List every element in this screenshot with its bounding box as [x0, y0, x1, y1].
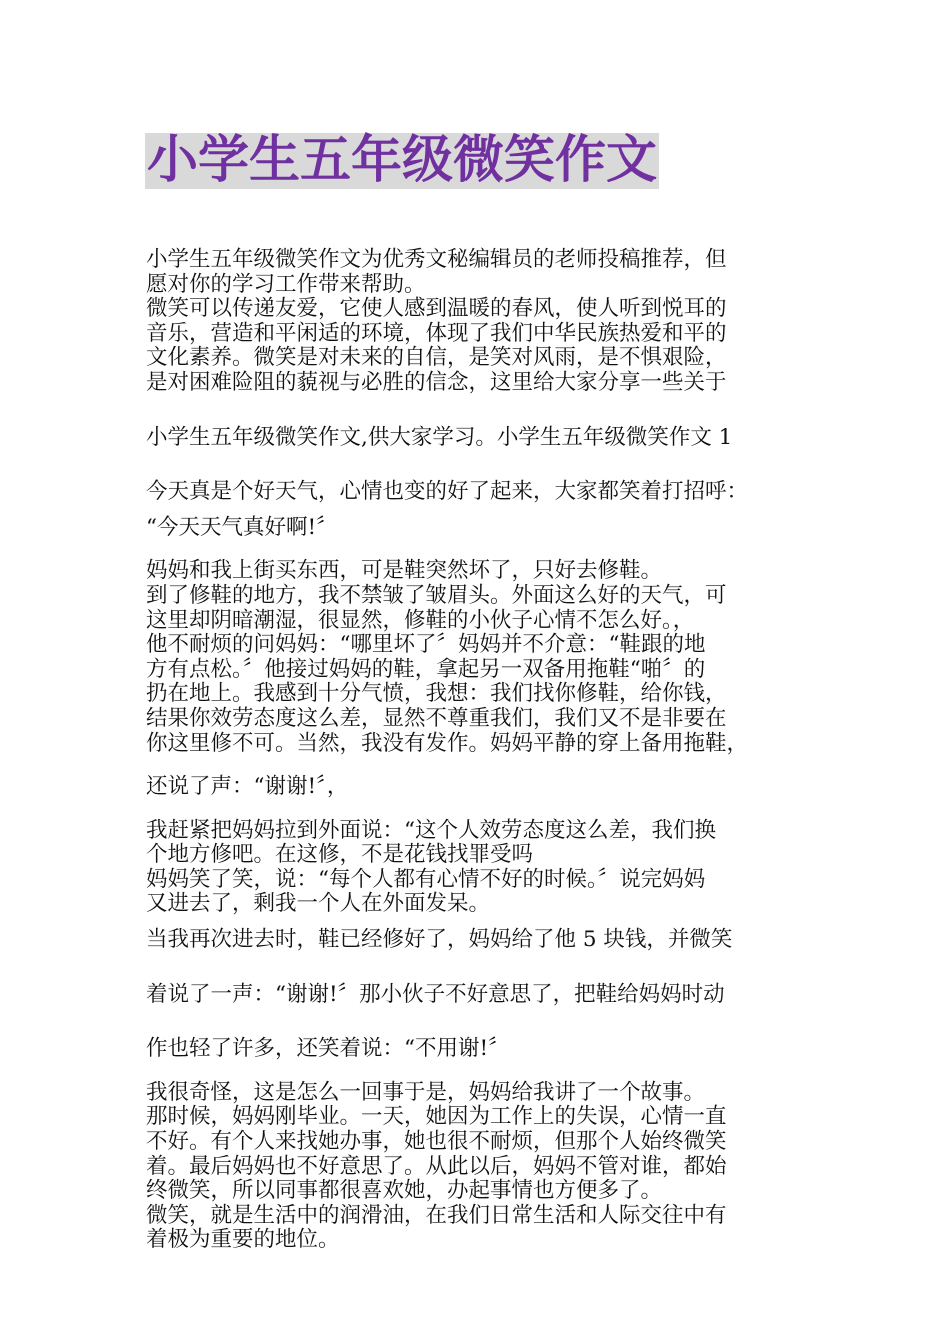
text-line: 我很奇怪，这是怎么一回事于是，妈妈给我讲了一个故事。: [146, 1079, 706, 1105]
text-line: 着。最后妈妈也不好意思了。从此以后，妈妈不管对谁，都始: [146, 1153, 727, 1179]
text-line: 他不耐烦的问妈妈：“哪里坏了〞妈妈并不介意：“鞋跟的地: [146, 632, 706, 658]
text-line: 微笑可以传递友爱，它使人感到温暖的春风，使人听到悦耳的: [146, 296, 727, 322]
text-line: 小学生五年级微笑作文为优秀文秘编辑员的老师投稿推荐，但: [146, 247, 727, 272]
text-line: 着极为重要的地位。: [146, 1227, 340, 1253]
text-line: 文化素养。微笑是对未来的自信，是笑对风雨，是不惧艰险，: [146, 345, 727, 371]
text-line: 今天真是个好天气，心情也变的好了起来，大家都笑着打招呼：: [146, 479, 749, 505]
text-line: 音乐，营造和平闲适的环境，体现了我们中华民族热爱和平的: [146, 320, 727, 346]
text-line: 扔在地上。我感到十分气愤，我想：我们找你修鞋，给你钱，: [146, 681, 727, 707]
text-line: 结果你效劳态度这么差，显然不尊重我们，我们又不是非要在: [146, 705, 727, 731]
text-line: 还说了声：“谢谢!〞，: [146, 774, 349, 800]
text-line: 妈妈笑了笑，说：“每个人都有心情不好的时候。〞说完妈妈: [146, 866, 706, 892]
text-line: 微笑，就是生活中的润滑油，在我们日常生活和人际交往中有: [146, 1202, 727, 1228]
text-line: 方有点松。〞他接过妈妈的鞋，拿起另一双备用拖鞋“啪〞的: [146, 656, 706, 682]
text-line: 这里却阴暗潮湿，很显然，修鞋的小伙子心情不怎么好。，: [146, 607, 695, 633]
text-line: 终微笑，所以同事都很喜欢她，办起事情也方便多了。: [146, 1178, 663, 1204]
text-line: 愿对你的学习工作带来帮助。: [146, 271, 426, 297]
document-title: 小学生五年级微笑作文: [147, 131, 658, 190]
text-line: 又进去了，剩我一个人在外面发呆。: [146, 891, 491, 917]
text-line: 个地方修吧。在这修，不是花钱找罪受吗: [146, 842, 534, 868]
text-line: 那时候，妈妈刚毕业。一天，她因为工作上的失误，心情一直: [146, 1104, 727, 1130]
text-line: 小学生五年级微笑作文,供大家学习。小学生五年级微笑作文 1: [146, 424, 733, 450]
text-line: 作也轻了许多，还笑着说：“不用谢!〞: [146, 1036, 510, 1062]
text-line: 你这里修不可。当然，我没有发作。妈妈平静的穿上备用拖鞋，: [146, 730, 749, 756]
text-line: 着说了一声：“谢谢!〞那小伙子不好意思了，把鞋给妈妈时动: [146, 981, 725, 1007]
text-line: 到了修鞋的地方，我不禁皱了皱眉头。外面这么好的天气，可: [146, 582, 727, 608]
text-line: 妈妈和我上街买东西，可是鞋突然坏了，只好去修鞋。: [146, 558, 663, 584]
document-body: [146, 248, 811, 1253]
text-line: 当我再次进去时，鞋已经修好了，妈妈给了他 5 块钱，并微笑: [146, 927, 733, 953]
text-line: “今天天气真好啊!〞: [146, 514, 338, 540]
text-line: 不好。有个人来找她办事，她也很不耐烦，但那个人始终微笑: [146, 1129, 727, 1155]
text-line: 是对困难险阻的藐视与必胜的信念，这里给大家分享一些关于: [146, 369, 727, 395]
text-line: 我赶紧把妈妈拉到外面说：“这个人效劳态度这么差，我们换: [146, 817, 716, 843]
